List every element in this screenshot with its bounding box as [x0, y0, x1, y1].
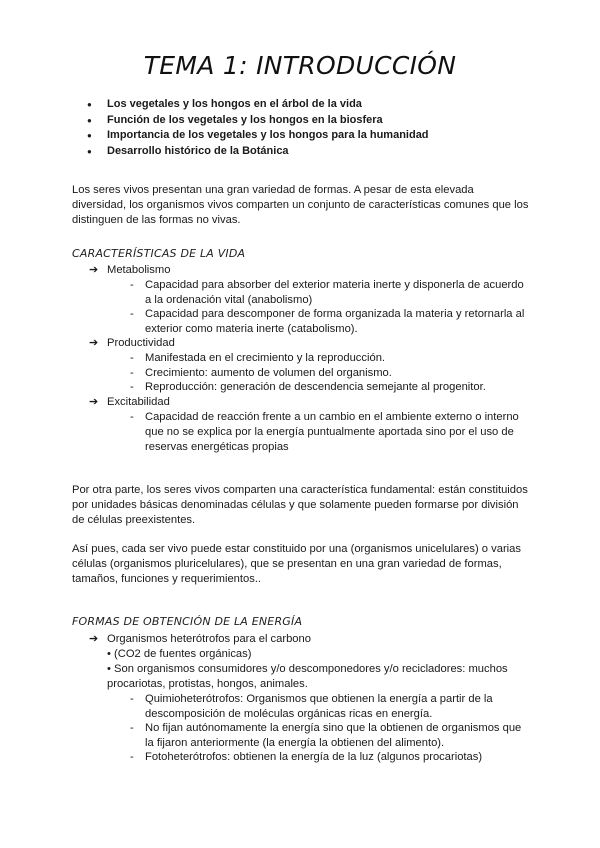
text-line: diversidad, los organismos vivos comparten un conjunto de características comunes que los	[72, 199, 529, 211]
dash-icon: -	[130, 279, 134, 291]
bullet-line: • (CO2 de fuentes orgánicas)	[107, 648, 252, 660]
text-line: procariotas, protistas, hongos, animales.	[107, 678, 308, 690]
text-line: Por otra parte, los seres vivos comparten una característica fundamental: están constituidos	[72, 484, 528, 496]
text-line: de células preexistentes.	[72, 514, 196, 526]
dash-icon: -	[130, 693, 134, 705]
bullet-paragraph	[107, 662, 527, 692]
dash-icon: -	[130, 381, 134, 393]
section-heading-energy: FORMAS DE OBTENCIÓN DE LA ENERGÍA	[72, 615, 303, 628]
text-line: Reproducción: generación de descendencia semejante al progenitor.	[145, 381, 486, 393]
list-item	[130, 366, 530, 381]
dash-icon: -	[130, 367, 134, 379]
text-line: células (organismos pluricelulares), que se presentan en una gran variedad de formas,	[72, 558, 502, 570]
paragraph-cells	[72, 483, 532, 528]
dash-icon: -	[130, 722, 134, 734]
text-line: Crecimiento: aumento de volumen del organismo.	[145, 367, 392, 379]
list-item: ● Desarrollo histórico de la Botánica	[87, 144, 429, 160]
item-label: Organismos heterótrofos para el carbono	[107, 633, 311, 645]
list-item	[130, 278, 530, 308]
arrow-icon: ➔	[89, 633, 99, 645]
text-line: exterior como materia inerte (catabolismo).	[145, 323, 358, 335]
item-label: Productividad	[107, 337, 175, 349]
list-item	[130, 692, 530, 722]
text-line: descomposición de moléculas orgánicas ricas en energía.	[145, 708, 433, 720]
text-line: a la ordenación vital (anabolismo)	[145, 294, 313, 306]
text-line: Así pues, cada ser vivo puede estar constituido por una (organismos unicelulares) o varias	[72, 543, 521, 555]
text-line: Capacidad de reacción frente a un cambio en el ambiente externo o interno	[145, 411, 519, 423]
text-line: que no se explica por la energía puntualmente aportada sino por el uso de	[145, 426, 514, 438]
item-label: Metabolismo	[107, 264, 171, 276]
intro-paragraph	[72, 183, 532, 228]
text-line: Capacidad para absorber del exterior materia inerte y disponerla de acuerdo	[145, 279, 524, 291]
list-item	[130, 307, 530, 337]
list-item	[130, 721, 530, 751]
text-line: Capacidad para descomponer de forma organizada la materia y retornarla al	[145, 308, 525, 320]
text-line: No fijan autónomamente la energía sino que la obtienen de organismos que	[145, 722, 522, 734]
text-line: por unidades básicas denominadas células y que solamente pueden formarse por división	[72, 499, 519, 511]
page-title: TEMA 1: INTRODUCCIÓN	[143, 51, 457, 80]
dash-icon: -	[130, 411, 134, 423]
item-label: Excitabilidad	[107, 396, 170, 408]
list-item-metabolismo	[89, 263, 170, 278]
text-line: Fotoheterótrofos: obtienen la energía de la luz (algunos procariotas)	[145, 751, 483, 763]
list-item-productividad	[89, 336, 175, 351]
list-item	[130, 351, 530, 366]
list-item: ● Los vegetales y los hongos en el árbol de la vida	[87, 97, 429, 113]
dash-icon: -	[130, 751, 134, 763]
topics-list	[87, 97, 429, 159]
text-line: Manifestada en el crecimiento y la reproducción.	[145, 352, 386, 364]
list-item-excitabilidad	[89, 395, 170, 410]
section-heading-characteristics: CARACTERÍSTICAS DE LA VIDA	[72, 247, 246, 260]
text-line: distinguen de las formas no vivas.	[72, 214, 241, 226]
text-line: Quimioheterótrofos: Organismos que obtienen la energía a partir de la	[145, 693, 493, 705]
paragraph-organisms	[72, 542, 532, 587]
dash-icon: -	[130, 352, 134, 364]
text-line: Los seres vivos presentan una gran variedad de formas. A pesar de esta elevada	[72, 184, 474, 196]
list-item	[130, 750, 530, 765]
text-line: • Son organismos consumidores y/o descomponedores y/o recicladores: muchos	[107, 663, 508, 675]
list-item	[130, 380, 530, 395]
list-item	[130, 410, 530, 455]
arrow-icon: ➔	[89, 396, 99, 408]
dash-icon: -	[130, 308, 134, 320]
arrow-icon: ➔	[89, 264, 99, 276]
list-item-heterotrofos	[89, 632, 311, 647]
arrow-icon: ➔	[89, 337, 99, 349]
list-item: ● Importancia de los vegetales y los hongos para la humanidad	[87, 128, 429, 144]
text-line: la fijaron anteriormente (la energía la obtienen del alimento).	[145, 737, 445, 749]
text-line: tamaños, funciones y requerimientos..	[72, 573, 262, 585]
text-line: reservas energéticas propias	[145, 441, 289, 453]
list-item: ● Función de los vegetales y los hongos en la biosfera	[87, 113, 429, 129]
